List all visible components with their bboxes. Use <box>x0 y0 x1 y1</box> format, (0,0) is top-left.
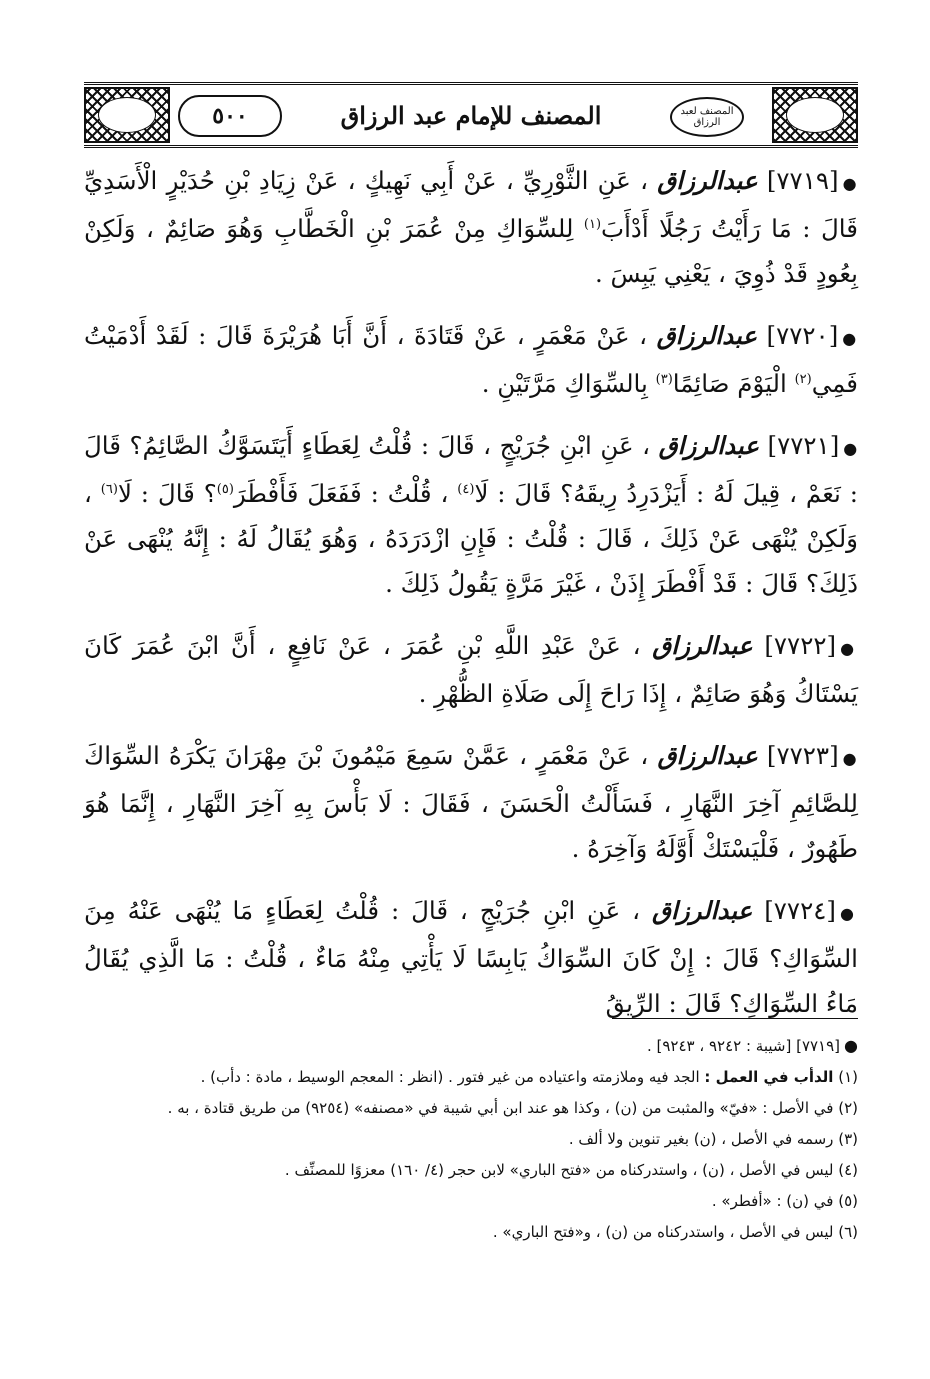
footnote-label: (١) <box>838 1068 858 1086</box>
page-header <box>84 82 858 148</box>
entry-text: الْيَوْمَ صَائِمًا <box>672 369 787 398</box>
entry-text: ، عَنِ الثَّوْرِيِّ ، عَنْ أَبِي نَهِيكٍ ، عَنْ زِيَادِ بْنِ حُدَيْرٍ الْأَسَدِيِّ قَالَ : مَا رَأَيْتُ رَجُلًا أَدْأَبَ <box>84 166 858 243</box>
footnote <box>84 1124 858 1155</box>
footnote <box>84 1062 858 1093</box>
source-reference <box>84 1030 858 1062</box>
footnote-ref[interactable]: (١) <box>583 216 602 232</box>
main-text <box>84 158 858 1043</box>
entry-text: ، عَنْ مَعْمَرٍ ، عَنْ قَتَادَةَ ، أَنَّ أَبَا هُرَيْرَةَ قَالَ : لَقَدْ أَدْمَيْتُ فَمِي <box>84 321 858 398</box>
footnote-label: (٣) <box>838 1130 858 1148</box>
entry-number: [٧٧٢٣] <box>766 741 839 770</box>
bullet-icon: ● <box>844 1036 858 1055</box>
bullet-icon: ● <box>843 439 858 458</box>
footnote <box>84 1093 858 1124</box>
bullet-icon: ● <box>839 904 859 923</box>
entry-text: ، عَنْ مَعْمَرٍ ، عَمَّنْ سَمِعَ مَيْمُونَ بْنَ مِهْرَانَ يَكْرَهُ السِّوَاكَ لِلصَّائِمِ آخِرَ النَّهَارِ ، فَسَأَلْتُ الْحَسَنَ ، فَقَالَ : لَا بَأْسَ بِهِ آخِرَ النَّهَارِ ، إِنَّمَا هُوَ طَهُورٌ ، فَلْيَسْتَكْ أَوَّلَهُ وَآخِرَهُ . <box>84 741 858 863</box>
footnote-label: (٤) <box>838 1161 858 1179</box>
entry-number: [٧٧٢٢] <box>764 631 837 660</box>
footnote-ref[interactable]: (٥) <box>216 481 234 497</box>
page-number: ٥٠٠ <box>178 95 282 137</box>
entry-text: لِلسِّوَاكِ مِنْ عُمَرَ بْنِ الْخَطَّابِ وَهُوَ صَائِمٌ ، وَلَكِنْ بِعُودٍ قَدْ ذُوِيَ ، يَعْنِي يَبِسَ . <box>84 214 858 288</box>
footnote-term: الدأب في العمل : <box>704 1068 834 1086</box>
entry-number: [٧٧١٩] <box>766 166 839 195</box>
bullet-icon: ● <box>842 174 858 193</box>
hadith-entry <box>84 888 858 1026</box>
header-center <box>176 89 766 141</box>
entry-text: ؟ قَالَ : لَا <box>117 479 217 508</box>
entry-text: ، قُلْتُ : فَفَعَلَ فَأَفْطَرَ <box>233 479 449 508</box>
author-name: عبدالرزاق <box>652 631 753 660</box>
footnote-ref[interactable]: (٤) <box>457 481 475 497</box>
footnote-text: في (ن) : «أفطر» . <box>711 1192 834 1210</box>
footnote-text: الجد فيه وملازمته واعتياده من غير فتور . (انظر : المعجم الوسيط ، مادة : دأب) . <box>200 1068 700 1086</box>
footnote-label: (٦) <box>838 1223 858 1241</box>
footnote-ref[interactable]: (٦) <box>100 481 118 497</box>
entry-text: ، عَنْ عَبْدِ اللَّهِ بْنِ عُمَرَ ، عَنْ نَافِعٍ ، أَنَّ ابْنَ عُمَرَ كَانَ يَسْتَاكُ وَهُوَ صَائِمٌ ، إِذَا رَاحَ إِلَى صَلَاةِ الظُّهْرِ . <box>84 631 858 708</box>
footnote-ref[interactable]: (٣) <box>655 371 673 387</box>
entry-text: بِالسِّوَاكِ مَرَّتَيْنِ . <box>481 369 648 398</box>
entry-text: ، عَنِ ابْنِ جُرَيْجٍ ، قَالَ : قُلْتُ لِعَطَاءٍ مَا يُنْهَى عَنْهُ مِنَ السِّوَاكِ؟ قَالَ : إِنْ كَانَ السِّوَاكُ يَابِسًا لَا يَأْتِي مِنْهُ مَاءٌ ، قُلْتُ : مَا الَّذِي يُقَالُ مَاءُ السِّوَاكِ؟ قَالَ : الرِّيقُ <box>84 896 858 1018</box>
entry-text: ، عَنِ ابْنِ جُرَيْجٍ ، قَالَ : قُلْتُ لِعَطَاءٍ أَيَتَسَوَّكُ الصَّائِمُ؟ قَالَ : نَعَمْ ، قِيلَ لَهُ : أَيَزْدَرِدُ رِيقَهُ؟ قَالَ : لَا <box>84 431 858 508</box>
footnotes <box>84 1030 858 1248</box>
footnote <box>84 1217 858 1248</box>
footnote-text: ليس في الأصل ، واستدركناه من (ن) ، و«فتح الباري» . <box>492 1223 834 1241</box>
entry-number: [٧٧٢٤] <box>764 896 836 925</box>
footnote-separator <box>612 1018 858 1019</box>
author-name: عبدالرزاق <box>651 896 753 925</box>
author-name: عبدالرزاق <box>656 321 757 350</box>
author-name: عبدالرزاق <box>657 741 758 770</box>
footnote <box>84 1186 858 1217</box>
source-reference-text: [٧٧١٩] [شيبة : ٩٢٤٢ ، ٩٢٤٣] . <box>646 1037 841 1055</box>
entry-number: [٧٧٢١] <box>767 431 840 460</box>
footnote-label: (٢) <box>838 1099 858 1117</box>
footnote-text: رسمه في الأصل ، (ن) بغير تنوين ولا ألف . <box>568 1130 834 1148</box>
header-seal: المصنف لعبد الرزاق <box>670 97 744 137</box>
hadith-entry <box>84 313 858 406</box>
footnote-text: ليس في الأصل ، (ن) ، واستدركناه من «فتح الباري» لابن حجر (٤/ ١٦٠) معزوًا للمصنِّف . <box>284 1161 834 1179</box>
footnote-ref[interactable]: (٢) <box>794 371 812 387</box>
right-ornament <box>772 87 858 143</box>
bullet-icon: ● <box>842 749 858 768</box>
footnote-text: في الأصل : «فيّ» والمثبت من (ن) ، وكذا هو عند ابن أبي شيبة في «مصنفه» (٩٢٥٤) من طريق قتادة ، به . <box>167 1099 834 1117</box>
entry-text: ، وَلَكِنْ يُنْهَى عَنْ ذَلِكَ ، قَالَ : قُلْتُ : فَإِنِ ازْدَرَدَهُ ، وَهُوَ يُقَالُ لَهُ : إِنَّهُ يُنْهَى عَنْ ذَلِكَ؟ قَالَ : قَدْ أَفْطَرَ إِذَنْ ، غَيْرَ مَرَّةٍ يَقُولُ ذَلِكَ . <box>84 479 858 598</box>
bullet-icon: ● <box>840 639 859 658</box>
running-title: المصنف للإمام عبد الرزاق <box>340 100 602 130</box>
hadith-entry <box>84 423 858 606</box>
left-ornament <box>84 87 170 143</box>
hadith-entry <box>84 733 858 871</box>
author-name: عبدالرزاق <box>657 166 758 195</box>
hadith-entry <box>84 158 858 296</box>
bullet-icon: ● <box>842 329 859 348</box>
footnote-label: (٥) <box>838 1192 858 1210</box>
footnote <box>84 1155 858 1186</box>
hadith-entry <box>84 623 858 716</box>
entry-number: [٧٧٢٠] <box>766 321 839 350</box>
author-name: عبدالرزاق <box>658 431 759 460</box>
